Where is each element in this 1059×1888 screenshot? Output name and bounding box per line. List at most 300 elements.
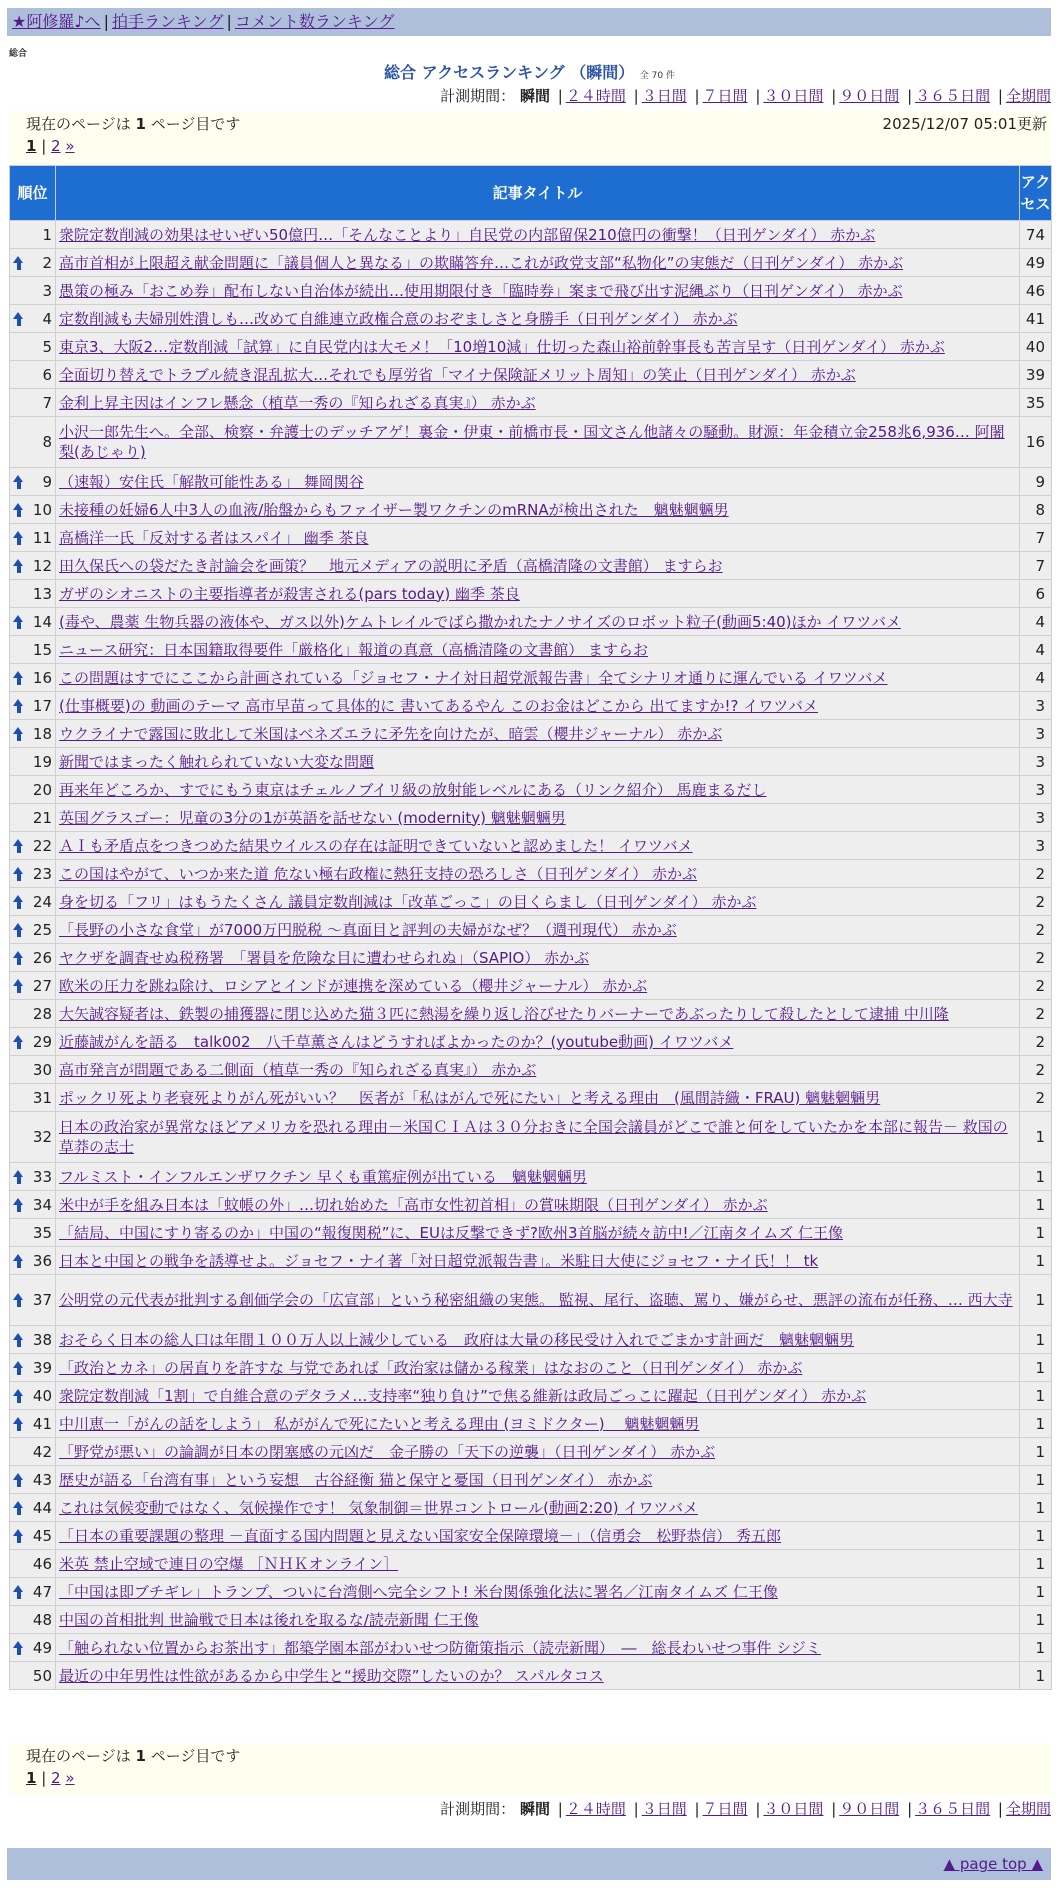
pager-page-2-bottom[interactable]: 2	[51, 1769, 61, 1787]
applause-ranking-link[interactable]: 拍手ランキング	[111, 12, 224, 31]
title-cell	[56, 1550, 1020, 1578]
table-row	[10, 1000, 1052, 1028]
table-row	[10, 1112, 1052, 1163]
article-link[interactable]: (毒や、農薬 生物兵器の液体や、ガス以外)ケムトレイルでばら撒かれたナノサイズのロボット粒子(動画5:40)ほか イワツバメ	[59, 612, 901, 631]
rank-cell	[10, 1000, 56, 1028]
article-link[interactable]: 公明党の元代表が批判する創価学会の「広宣部」という秘密組織の実態。 監視、尾行、盗聴、罵り、嫌がらせ、悪評の流布が任務、… 西大寺	[59, 1291, 1013, 1309]
access-count: 40	[1020, 333, 1052, 361]
ranking-table	[9, 165, 1052, 1690]
article-link[interactable]: 高橋洋一氏「反対する者はスパイ」 幽季 茶良	[59, 528, 369, 547]
page-info-top	[9, 111, 1051, 165]
article-link[interactable]: ヤクザを調査せぬ税務署 「署員を危険な目に遭わせられぬ」（SAPIO） 赤かぶ	[59, 948, 590, 967]
title-cell	[56, 1382, 1020, 1410]
access-count: 3	[1020, 776, 1052, 804]
rank-up-arrow-icon	[13, 1501, 24, 1515]
table-row	[10, 249, 1052, 277]
rank-cell	[10, 860, 56, 888]
table-row	[10, 972, 1052, 1000]
rank-cell	[10, 1634, 56, 1662]
table-row	[10, 1494, 1052, 1522]
access-count: 1	[1020, 1634, 1052, 1662]
title-cell	[56, 1084, 1020, 1112]
rank-up-arrow-icon	[13, 867, 24, 881]
rank-cell	[10, 1275, 56, 1326]
rank-cell	[10, 888, 56, 916]
table-row	[10, 1634, 1052, 1662]
period-link-90d-bottom[interactable]: ９０日間	[839, 1800, 900, 1818]
article-link[interactable]: この国はやがて、いつか来た道 危ない極右政権に熱狂支持の恐ろしさ（日刊ゲンダイ） 赤かぶ	[59, 864, 698, 883]
table-row	[10, 1191, 1052, 1219]
rank-up-arrow-icon	[13, 1417, 24, 1431]
rank-up-arrow-icon	[13, 1293, 24, 1307]
table-row	[10, 832, 1052, 860]
rank-number: 37	[32, 1291, 52, 1309]
rank-cell	[10, 720, 56, 748]
rank-cell	[10, 1326, 56, 1354]
rank-number: 1	[42, 225, 52, 244]
period-link-24h[interactable]: ２４時間	[565, 87, 626, 105]
rank-number: 40	[32, 1386, 52, 1405]
period-active: 瞬間	[519, 87, 550, 105]
title-cell	[56, 305, 1020, 333]
col-title-header: 記事タイトル	[56, 166, 1020, 221]
rank-cell	[10, 804, 56, 832]
title-cell	[56, 249, 1020, 277]
pager-next[interactable]: »	[65, 137, 75, 155]
rank-cell	[10, 1662, 56, 1690]
table-row	[10, 1578, 1052, 1606]
article-link[interactable]: 東京3、大阪2…定数削減「試算」に自民党内は大モメ！「10増10減」仕切った森山裕前幹事長も苦言呈す（日刊ゲンダイ） 赤かぶ	[59, 337, 945, 356]
rank-cell	[10, 468, 56, 496]
article-link[interactable]: 「結局、中国にすり寄るのか」中国の“報復関税”に、EUは反撃できず?欧州3首脳が続々訪中!／江南タイムズ 仁王像	[59, 1223, 843, 1242]
access-count: 4	[1020, 608, 1052, 636]
period-link-3d-bottom[interactable]: ３日間	[641, 1800, 687, 1818]
table-row	[10, 1354, 1052, 1382]
access-count: 1	[1020, 1191, 1052, 1219]
rank-cell	[10, 221, 56, 249]
rank-cell	[10, 1112, 56, 1163]
article-link[interactable]: 衆院定数削減「1割」で自維合意のデタラメ…支持率“独り負け”で焦る維新は政局ごっこに躍起（日刊ゲンダイ） 赤かぶ	[59, 1386, 867, 1405]
table-row	[10, 1662, 1052, 1690]
pager-current: 1	[26, 137, 37, 155]
table-row	[10, 1275, 1052, 1326]
rank-number: 35	[32, 1223, 52, 1242]
rank-number: 42	[32, 1442, 52, 1461]
title-cell	[56, 1438, 1020, 1466]
rank-up-arrow-icon	[13, 1198, 24, 1212]
table-row	[10, 692, 1052, 720]
access-count: 3	[1020, 804, 1052, 832]
table-row	[10, 1219, 1052, 1247]
rank-number: 23	[32, 864, 52, 883]
title-cell	[56, 1466, 1020, 1494]
rank-cell	[10, 552, 56, 580]
rank-number: 2	[42, 253, 52, 272]
title-cell	[56, 496, 1020, 524]
total-count: 全 70 件	[639, 71, 675, 81]
title-cell	[56, 1247, 1020, 1275]
home-link[interactable]: ★阿修羅♪へ	[12, 12, 101, 31]
access-count: 74	[1020, 221, 1052, 249]
article-link[interactable]: 定数削減も夫婦別姓潰しも…改めて自維連立政権合意のおぞましさと身勝手（日刊ゲンダイ） 赤かぶ	[59, 309, 738, 328]
page-info-bottom	[9, 1743, 1051, 1795]
table-row	[10, 1084, 1052, 1112]
rank-number: 13	[32, 584, 52, 603]
title-cell	[56, 1163, 1020, 1191]
table-row	[10, 580, 1052, 608]
rank-number: 36	[32, 1251, 52, 1270]
rank-up-arrow-icon	[13, 256, 24, 270]
rank-up-arrow-icon	[13, 531, 24, 545]
rank-up-arrow-icon	[13, 1473, 24, 1487]
access-count: 2	[1020, 944, 1052, 972]
rank-cell	[10, 944, 56, 972]
article-link[interactable]: 大矢誠容疑者は、鉄製の捕獲器に閉じ込めた猫３匹に熱湯を繰り返し浴びせたりバーナーであぶったりして殺したとして逮捕 中川隆	[59, 1004, 949, 1023]
access-count: 1	[1020, 1438, 1052, 1466]
rank-number: 16	[32, 668, 52, 687]
article-link[interactable]: 「触られない位置からお茶出す」都築学園本部がわいせつ防衛策指示（読売新聞） ― 総長わいせつ事件 シジミ	[59, 1638, 821, 1657]
access-count: 49	[1020, 249, 1052, 277]
article-link[interactable]: 「政治とカネ」の居直りを許すな 与党であれば「政治家は儲かる稼業」はなおのこと（日刊ゲンダイ） 赤かぶ	[59, 1358, 803, 1377]
rank-up-arrow-icon	[13, 615, 24, 629]
access-count: 3	[1020, 692, 1052, 720]
rank-number: 24	[32, 892, 52, 911]
access-count: 6	[1020, 580, 1052, 608]
rank-number: 43	[32, 1470, 52, 1489]
period-link-365d-bottom[interactable]: ３６５日間	[915, 1800, 991, 1818]
rank-number: 11	[32, 528, 52, 547]
access-count: 1	[1020, 1382, 1052, 1410]
rank-number: 12	[32, 556, 52, 575]
period-link-7d[interactable]: ７日間	[702, 87, 748, 105]
table-row	[10, 748, 1052, 776]
article-link[interactable]: 金利上昇主因はインフレ懸念（植草一秀の『知られざる真実』） 赤かぶ	[59, 393, 536, 412]
article-link[interactable]: フルミスト・インフルエンザワクチン 早くも重篤症例が出ている 魑魅魍魎男	[59, 1167, 587, 1186]
table-row	[10, 361, 1052, 389]
article-link[interactable]: 歴史が語る「台湾有事」という妄想 古谷経衡 猫と保守と憂国（日刊ゲンダイ） 赤かぶ	[59, 1470, 653, 1489]
rank-cell	[10, 1028, 56, 1056]
rank-number: 32	[32, 1128, 52, 1146]
rank-number: 14	[32, 612, 52, 631]
rank-number: 50	[32, 1666, 52, 1685]
period-link-3d[interactable]: ３日間	[641, 87, 687, 105]
footer-bar	[7, 1848, 1051, 1880]
rank-number: 25	[32, 920, 52, 939]
rank-cell	[10, 524, 56, 552]
article-link[interactable]: (仕事概要)の 動画のテーマ 高市早苗って具体的に 書いてあるやん このお金はどこから 出てますか!? イワツバメ	[59, 696, 818, 715]
rank-number: 41	[32, 1414, 52, 1433]
title-cell	[56, 608, 1020, 636]
rank-number: 39	[32, 1358, 52, 1377]
title-cell	[56, 1326, 1020, 1354]
article-link[interactable]: これは気候変動ではなく、気候操作です！ 気象制御＝世界コントロール(動画2:20) イワツバメ	[59, 1498, 699, 1517]
article-link[interactable]: 「長野の小さな食堂」が7000万円脱税 ～真面目と評判の夫婦がなぜ？（週刊現代） 赤かぶ	[59, 920, 677, 939]
rank-cell	[10, 608, 56, 636]
rank-cell	[10, 1578, 56, 1606]
rank-up-arrow-icon	[13, 312, 24, 326]
rank-cell	[10, 496, 56, 524]
table-row	[10, 496, 1052, 524]
access-count: 2	[1020, 1084, 1052, 1112]
article-link[interactable]: 米中が手を組み日本は「蚊帳の外」…切れ始めた「高市女性初首相」の賞味期限（日刊ゲンダイ） 赤かぶ	[59, 1195, 768, 1214]
rank-cell	[10, 361, 56, 389]
rank-number: 47	[32, 1582, 52, 1601]
access-count: 2	[1020, 888, 1052, 916]
rank-cell	[10, 1550, 56, 1578]
rank-up-arrow-icon	[13, 503, 24, 517]
rank-cell	[10, 333, 56, 361]
access-count: 2	[1020, 860, 1052, 888]
title-cell	[56, 692, 1020, 720]
title-cell	[56, 1410, 1020, 1438]
table-row	[10, 1163, 1052, 1191]
rank-number: 46	[32, 1554, 52, 1573]
title-cell	[56, 720, 1020, 748]
access-count: 16	[1020, 417, 1052, 468]
article-link[interactable]: 日本の政治家が異常なほどアメリカを恐れる理由－米国ＣＩＡは３０分おきに全国会議員がどこで誰と何をしていたかを本部に報告－ 救国の草莽の志士	[59, 1118, 1008, 1156]
access-count: 2	[1020, 972, 1052, 1000]
access-count: 46	[1020, 277, 1052, 305]
access-count: 1	[1020, 1662, 1052, 1690]
rank-number: 22	[32, 836, 52, 855]
rank-number: 30	[32, 1060, 52, 1079]
article-link[interactable]: ガザのシオニストの主要指導者が殺害される(pars today) 幽季 茶良	[59, 584, 520, 603]
rank-number: 3	[42, 281, 52, 300]
article-link[interactable]: ウクライナで露国に敗北して米国はベネズエラに矛先を向けたが、暗雲（櫻井ジャーナル） 赤かぶ	[59, 724, 723, 743]
period-link-365d[interactable]: ３６５日間	[915, 87, 991, 105]
title-cell	[56, 748, 1020, 776]
rank-cell	[10, 1522, 56, 1550]
rank-number: 45	[32, 1526, 52, 1545]
page-top-link[interactable]: ▲ page top ▲	[943, 1855, 1043, 1873]
table-row	[10, 888, 1052, 916]
title-cell	[56, 804, 1020, 832]
rank-cell	[10, 1163, 56, 1191]
article-link[interactable]: 田久保氏への袋だたき討論会を画策？ 地元メディアの説明に矛盾（高橋清隆の文書館） ますらお	[59, 556, 723, 575]
rank-up-arrow-icon	[13, 1585, 24, 1599]
table-row	[10, 720, 1052, 748]
rank-cell	[10, 636, 56, 664]
access-count: 3	[1020, 832, 1052, 860]
article-link[interactable]: 衆院定数削減の効果はせいぜい50億円…「そんなことより」自民党の内部留保210億円の衝撃！（日刊ゲンダイ） 赤かぶ	[59, 225, 876, 244]
pager-next-bottom[interactable]: »	[65, 1769, 75, 1787]
rank-up-arrow-icon	[13, 1333, 24, 1347]
rank-cell	[10, 1410, 56, 1438]
article-link[interactable]: 米英 禁止空域で連日の空爆 ［ＮＨＫオンライン］	[59, 1554, 399, 1573]
pager-page-2[interactable]: 2	[51, 137, 61, 155]
table-row	[10, 552, 1052, 580]
title-cell	[56, 1578, 1020, 1606]
article-link[interactable]: この問題はすでにここから計画されている「ジョセフ・ナイ対日超党派報告書」全てシナリオ通りに運んでいる イワツバメ	[59, 668, 888, 687]
access-count: 2	[1020, 1056, 1052, 1084]
col-access-header: アクセス	[1020, 166, 1052, 221]
article-link[interactable]: 新聞ではまったく触れられていない大変な問題	[59, 752, 375, 771]
article-link[interactable]: 最近の中年男性は性欲があるから中学生と“援助交際”したいのか？ スパルタコス	[59, 1666, 604, 1685]
table-row	[10, 1056, 1052, 1084]
rank-up-arrow-icon	[13, 475, 24, 489]
access-count: 1	[1020, 1494, 1052, 1522]
article-link[interactable]: ポックリ死より老衰死よりがん死がいい？ 医者が「私はがんで死にたい」と考える理由 (風間詩織・FRAU) 魑魅魍魎男	[59, 1088, 881, 1107]
rank-number: 26	[32, 948, 52, 967]
rank-up-arrow-icon	[13, 671, 24, 685]
title-cell	[56, 389, 1020, 417]
category-label: 総合	[9, 49, 28, 59]
rank-up-arrow-icon	[13, 1389, 24, 1403]
rank-cell	[10, 305, 56, 333]
article-link[interactable]: 欧米の圧力を跳ね除け、ロシアとインドが連携を深めている（櫻井ジャーナル） 赤かぶ	[59, 976, 648, 995]
article-link[interactable]: ニュース研究：日本国籍取得要件「厳格化」報道の真意（高橋清隆の文書館） ますらお	[59, 640, 649, 659]
article-link[interactable]: 日本と中国との戦争を誘導せよ。ジョセフ・ナイ著「対日超党派報告書」。米駐日大使にジョセフ・ナイ氏！！ tk	[59, 1251, 819, 1270]
rank-cell	[10, 1438, 56, 1466]
article-link[interactable]: 小沢一郎先生へ。全部、検察・弁護士のデッチアゲ！裏金・伊東・前橋市長・国文さん他諸々の騒動。財源：年金積立金258兆6,936… 阿闍梨(あじゃり)	[59, 423, 1005, 461]
rank-number: 34	[32, 1195, 52, 1214]
article-link[interactable]: 中国の首相批判 世論戦で日本は後れを取るな/読売新聞 仁王像	[59, 1610, 479, 1629]
period-link-24h-bottom[interactable]: ２４時間	[565, 1800, 626, 1818]
table-row	[10, 804, 1052, 832]
pager-bottom: 1 | 2 »	[26, 1769, 75, 1787]
table-row	[10, 333, 1052, 361]
rank-number: 21	[32, 808, 52, 827]
access-count: 9	[1020, 468, 1052, 496]
rank-number: 9	[42, 472, 52, 491]
rank-up-arrow-icon	[13, 559, 24, 573]
title-cell	[56, 524, 1020, 552]
rank-up-arrow-icon	[13, 1254, 24, 1268]
access-count: 41	[1020, 305, 1052, 333]
article-link[interactable]: 身を切る「フリ」はもうたくさん 議員定数削減は「改革ごっこ」の目くらまし（日刊ゲンダイ） 赤かぶ	[59, 892, 757, 911]
rank-number: 17	[32, 696, 52, 715]
article-link[interactable]: 英国グラスゴー：児童の3分の1が英語を話せない (modernity) 魑魅魍魎男	[59, 808, 566, 827]
title-cell	[56, 776, 1020, 804]
rank-number: 20	[32, 780, 52, 799]
title-cell	[56, 1606, 1020, 1634]
table-row	[10, 860, 1052, 888]
access-count: 8	[1020, 496, 1052, 524]
rank-cell	[10, 1606, 56, 1634]
table-row	[10, 1247, 1052, 1275]
rank-cell	[10, 748, 56, 776]
nav-separator: |	[226, 12, 232, 31]
period-selector-bottom: 計測期間： 瞬間 | ２４時間 | ３日間 | ７日間 | ３０日間 | ９０日間 | ３６５日間 | 全期間	[440, 1800, 1051, 1818]
article-link[interactable]: （速報）安住氏「解散可能性ある」 舞岡関谷	[59, 472, 364, 491]
rank-cell	[10, 1466, 56, 1494]
table-row	[10, 1028, 1052, 1056]
table-row	[10, 1410, 1052, 1438]
rank-cell	[10, 417, 56, 468]
table-row	[10, 776, 1052, 804]
title-cell	[56, 972, 1020, 1000]
period-link-90d[interactable]: ９０日間	[839, 87, 900, 105]
rank-up-arrow-icon	[13, 1529, 24, 1543]
rank-number: 27	[32, 976, 52, 995]
rank-cell	[10, 664, 56, 692]
article-link[interactable]: 「中国は即ブチギレ」トランプ、ついに台湾側へ完全シフト! 米台関係強化法に署名／江南タイムズ 仁王像	[59, 1582, 778, 1601]
title-cell	[56, 944, 1020, 972]
rank-number: 28	[32, 1004, 52, 1023]
article-link[interactable]: 全面切り替えでトラブル続き混乱拡大…それでも厚労省「マイナ保険証メリット周知」の笑止（日刊ゲンダイ） 赤かぶ	[59, 365, 856, 384]
period-link-all[interactable]: 全期間	[1005, 87, 1051, 105]
rank-number: 33	[32, 1167, 52, 1186]
rank-cell	[10, 580, 56, 608]
rank-cell	[10, 832, 56, 860]
table-header	[10, 166, 1052, 221]
table-row	[10, 1606, 1052, 1634]
article-link[interactable]: 近藤誠がんを語る talk002 八千草薫さんはどうすればよかったのか？(youtube動画) イワツバメ	[59, 1032, 734, 1051]
rank-number: 5	[42, 337, 52, 356]
rank-up-arrow-icon	[13, 951, 24, 965]
table-row	[10, 221, 1052, 249]
pager-top: 1 | 2 »	[26, 137, 75, 155]
access-count: 1	[1020, 1578, 1052, 1606]
table-row	[10, 1550, 1052, 1578]
rank-up-arrow-icon	[13, 1641, 24, 1655]
article-link[interactable]: 「野党が悪い」の論調が日本の閉塞感の元凶だ 金子勝の「天下の逆襲」（日刊ゲンダイ） 赤かぶ	[59, 1442, 716, 1461]
table-row	[10, 1438, 1052, 1466]
rank-number: 31	[32, 1088, 52, 1107]
rank-cell	[10, 1084, 56, 1112]
rank-up-arrow-icon	[13, 699, 24, 713]
period-link-all-bottom[interactable]: 全期間	[1005, 1800, 1051, 1818]
period-link-30d-bottom[interactable]: ３０日間	[763, 1800, 824, 1818]
article-link[interactable]: 未接種の妊婦6人中3人の血液/胎盤からもファイザー製ワクチンのmRNAが検出された 魑魅魍魎男	[59, 500, 729, 519]
top-nav-bar	[7, 8, 1051, 36]
table-row	[10, 1382, 1052, 1410]
article-link[interactable]: 「日本の重要課題の整理 －直面する国内問題と見えない国家安全保障環境－」（信勇会 松野恭信） 秀五郎	[59, 1526, 782, 1545]
table-row	[10, 389, 1052, 417]
title-cell	[56, 417, 1020, 468]
access-count: 1	[1020, 1112, 1052, 1163]
article-link[interactable]: 高市発言が問題である二側面（植草一秀の『知られざる真実』） 赤かぶ	[59, 1060, 537, 1079]
title-cell	[56, 1028, 1020, 1056]
table-row	[10, 468, 1052, 496]
rank-number: 18	[32, 724, 52, 743]
rank-cell	[10, 1191, 56, 1219]
title-cell	[56, 333, 1020, 361]
period-link-30d[interactable]: ３０日間	[763, 87, 824, 105]
access-count: 1	[1020, 1354, 1052, 1382]
comment-ranking-link[interactable]: コメント数ランキング	[234, 12, 395, 31]
table-row	[10, 608, 1052, 636]
title-cell	[56, 221, 1020, 249]
period-link-7d-bottom[interactable]: ７日間	[702, 1800, 748, 1818]
access-count: 4	[1020, 664, 1052, 692]
nav-separator: |	[103, 12, 109, 31]
rank-up-arrow-icon	[13, 979, 24, 993]
access-count: 1	[1020, 1247, 1052, 1275]
article-link[interactable]: 愚策の極み「おこめ券」配布しない自治体が続出…使用期限付き「臨時券」案まで飛び出す泥縄ぶり（日刊ゲンダイ） 赤かぶ	[59, 281, 903, 300]
article-link[interactable]: おそらく日本の総人口は年間１００万人以上減少している 政府は大量の移民受け入れでごまかす計画だ 魑魅魍魎男	[59, 1330, 855, 1349]
article-link[interactable]: 再来年どころか、すでにもう東京はチェルノブイリ級の放射能レベルにある（リンク紹介） 馬鹿まるだし	[59, 780, 767, 799]
access-count: 7	[1020, 552, 1052, 580]
access-count: 1	[1020, 1275, 1052, 1326]
article-link[interactable]: 高市首相が上限超え献金問題に「議員個人と異なる」の欺瞞答弁…これが政党支部“私物化”の実態だ（日刊ゲンダイ） 赤かぶ	[59, 253, 904, 272]
access-count: 1	[1020, 1326, 1052, 1354]
access-count: 2	[1020, 1000, 1052, 1028]
title-cell	[56, 1662, 1020, 1690]
access-count: 1	[1020, 1550, 1052, 1578]
access-count: 1	[1020, 1219, 1052, 1247]
title-cell	[56, 1191, 1020, 1219]
table-row	[10, 277, 1052, 305]
article-link[interactable]: ＡＩも矛盾点をつきつめた結果ウイルスの存在は証明できていないと認めました！ イワツバメ	[59, 836, 693, 855]
title-cell	[56, 552, 1020, 580]
article-link[interactable]: 中川恵一「がんの話をしよう」 私ががんで死にたいと考える理由 (ヨミドクター) 魑魅魍魎男	[59, 1414, 700, 1433]
rank-cell	[10, 692, 56, 720]
rank-cell	[10, 1382, 56, 1410]
access-count: 4	[1020, 636, 1052, 664]
updated-timestamp: 2025/12/07 05:01更新	[882, 115, 1047, 133]
period-label: 計測期間：	[440, 87, 516, 105]
